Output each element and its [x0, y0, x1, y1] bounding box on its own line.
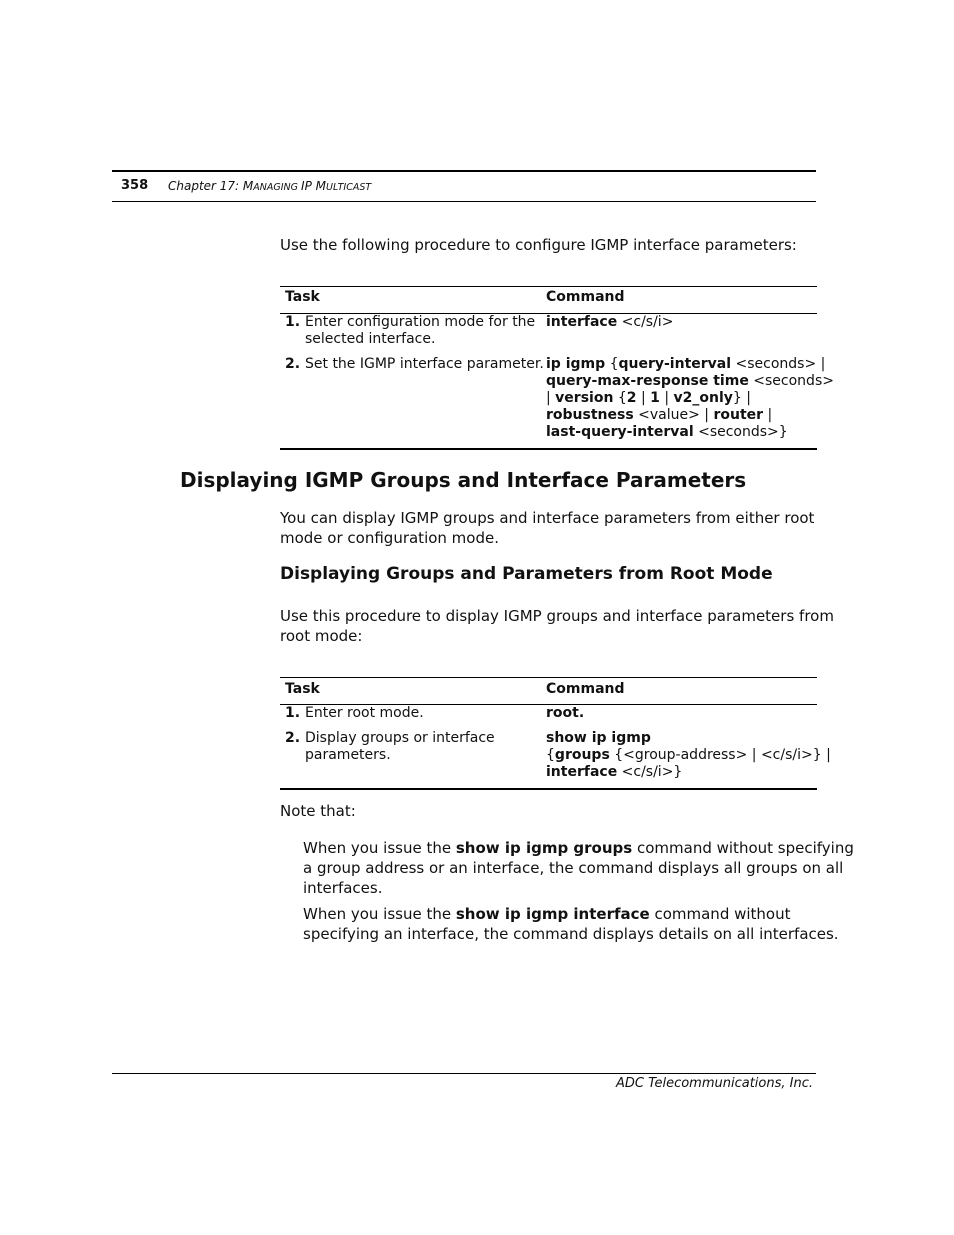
text-line [546, 705, 584, 722]
text-run: {<group-address> | <c/s/i>} | [609, 747, 831, 763]
subsection-paragraph-line: Use this procedure to display IGMP groups and interface parameters from [280, 607, 834, 625]
text-run: When you issue the [303, 905, 456, 923]
running-header [168, 179, 371, 193]
text-line [303, 904, 839, 924]
text-line [546, 747, 831, 764]
text-line [546, 424, 834, 441]
table1-row1-task [305, 314, 535, 348]
footer-company: ADC Telecommunications, Inc. [616, 1076, 813, 1091]
table2-row2-number: 2. [285, 730, 301, 746]
text-line [303, 878, 854, 898]
text-run: { [546, 747, 555, 763]
bold-text: show ip igmp interface [455, 905, 650, 923]
bold-text: query-interval [618, 356, 732, 372]
note-item [303, 904, 839, 944]
table2-row1-task-line: Enter root mode. [305, 705, 424, 721]
bold-text: query-max-response time [546, 373, 749, 389]
text-run: | [636, 390, 651, 406]
text-run: When you issue the [303, 839, 456, 857]
text-run: <value> | [633, 407, 714, 423]
table2-row1-number: 1. [285, 705, 301, 721]
header-top-rule [112, 170, 816, 172]
bold-text: robustness [546, 407, 634, 423]
section-paragraph-line: mode or configuration mode. [280, 529, 499, 547]
table1-row1-task-line: selected interface. [305, 331, 436, 347]
text-run: | [546, 390, 556, 406]
running-header-chapter: Chapter 17: [168, 179, 243, 193]
title-initial: IP M [301, 179, 326, 193]
bold-text: interface [546, 764, 618, 780]
note-label: Note that: [280, 802, 356, 820]
subsection-heading: Displaying Groups and Parameters from Root Mode [280, 564, 773, 584]
text-run: <seconds> | [731, 356, 826, 372]
table2-row2-command [546, 730, 831, 781]
text-line [546, 390, 834, 407]
title-smallcaps: ULTICAST [326, 182, 372, 193]
bold-text: 2 [626, 390, 637, 406]
text-line [303, 924, 839, 944]
subsection-paragraph [280, 606, 834, 646]
text-run: interfaces. [303, 879, 383, 897]
section-paragraph [280, 508, 814, 548]
text-line [546, 314, 673, 331]
table1-row2-number: 2. [285, 356, 301, 372]
text-run: specifying an interface, the command displays details on all interfaces. [303, 925, 839, 943]
bold-text: router [713, 407, 764, 423]
text-run: a group address or an interface, the command displays all groups on all [303, 859, 844, 877]
text-line [303, 858, 854, 878]
bold-text: ip igmp [546, 356, 606, 372]
table2-row1-command [546, 705, 584, 722]
text-line [546, 356, 834, 373]
bold-text: show ip igmp [546, 730, 651, 746]
text-line [546, 730, 831, 747]
table1-header-command: Command [546, 289, 625, 305]
header-bottom-rule [112, 201, 816, 202]
text-run: <c/s/i> [617, 314, 674, 330]
table1-row2-task-line: Set the IGMP interface parameter. [305, 356, 544, 372]
table2-row1-task [305, 705, 424, 722]
table2-header-task: Task [285, 681, 320, 697]
bold-text: groups [554, 747, 610, 763]
table1-top-rule [280, 286, 817, 287]
title-initial: M [242, 179, 254, 193]
table2-bottom-rule [280, 788, 817, 790]
bold-text: interface [546, 314, 618, 330]
table1-row1-task-line: Enter configuration mode for the [305, 314, 536, 330]
table2-row2-task [305, 730, 495, 764]
text-run: <c/s/i>} [617, 764, 683, 780]
table2-row2-task-line: Display groups or interface [305, 730, 495, 746]
section-paragraph-line: You can display IGMP groups and interface parameters from either root [280, 509, 815, 527]
text-run: <seconds>} [693, 424, 788, 440]
note-item [303, 838, 854, 898]
table2-top-rule [280, 677, 817, 678]
page-number: 358 [121, 178, 149, 193]
text-line [546, 407, 834, 424]
bold-text: root. [546, 705, 585, 721]
subsection-paragraph-line: root mode: [280, 627, 363, 645]
text-run: | [659, 390, 674, 406]
table1-row2-task [305, 356, 544, 373]
text-run: } | [732, 390, 751, 406]
section-heading: Displaying IGMP Groups and Interface Parameters [180, 468, 747, 492]
table1-bottom-rule [280, 448, 817, 450]
table1-row2-command [546, 356, 834, 441]
text-line [546, 373, 834, 390]
table2-row2-task-line: parameters. [305, 747, 391, 763]
bold-text: 1 [650, 390, 660, 406]
footer-rule [112, 1073, 816, 1074]
text-line [303, 838, 854, 858]
table1-row1-command [546, 314, 673, 331]
bold-text: last-query-interval [546, 424, 694, 440]
text-run: command without [649, 905, 791, 923]
text-line [546, 764, 831, 781]
table1-row1-number: 1. [285, 314, 301, 330]
bold-text: show ip igmp groups [455, 839, 633, 857]
text-run: { [613, 390, 627, 406]
text-run: { [605, 356, 619, 372]
bold-text: version [555, 390, 614, 406]
text-run: | [763, 407, 773, 423]
text-run: <seconds> [748, 373, 834, 389]
bold-text: v2_only [673, 390, 733, 406]
text-run: command without specifying [632, 839, 854, 857]
title-smallcaps: ANAGING [253, 182, 302, 193]
table1-header-task: Task [285, 289, 320, 305]
running-header-title [243, 179, 371, 193]
intro-paragraph: Use the following procedure to configure IGMP interface parameters: [280, 236, 797, 254]
table2-header-command: Command [546, 681, 625, 697]
